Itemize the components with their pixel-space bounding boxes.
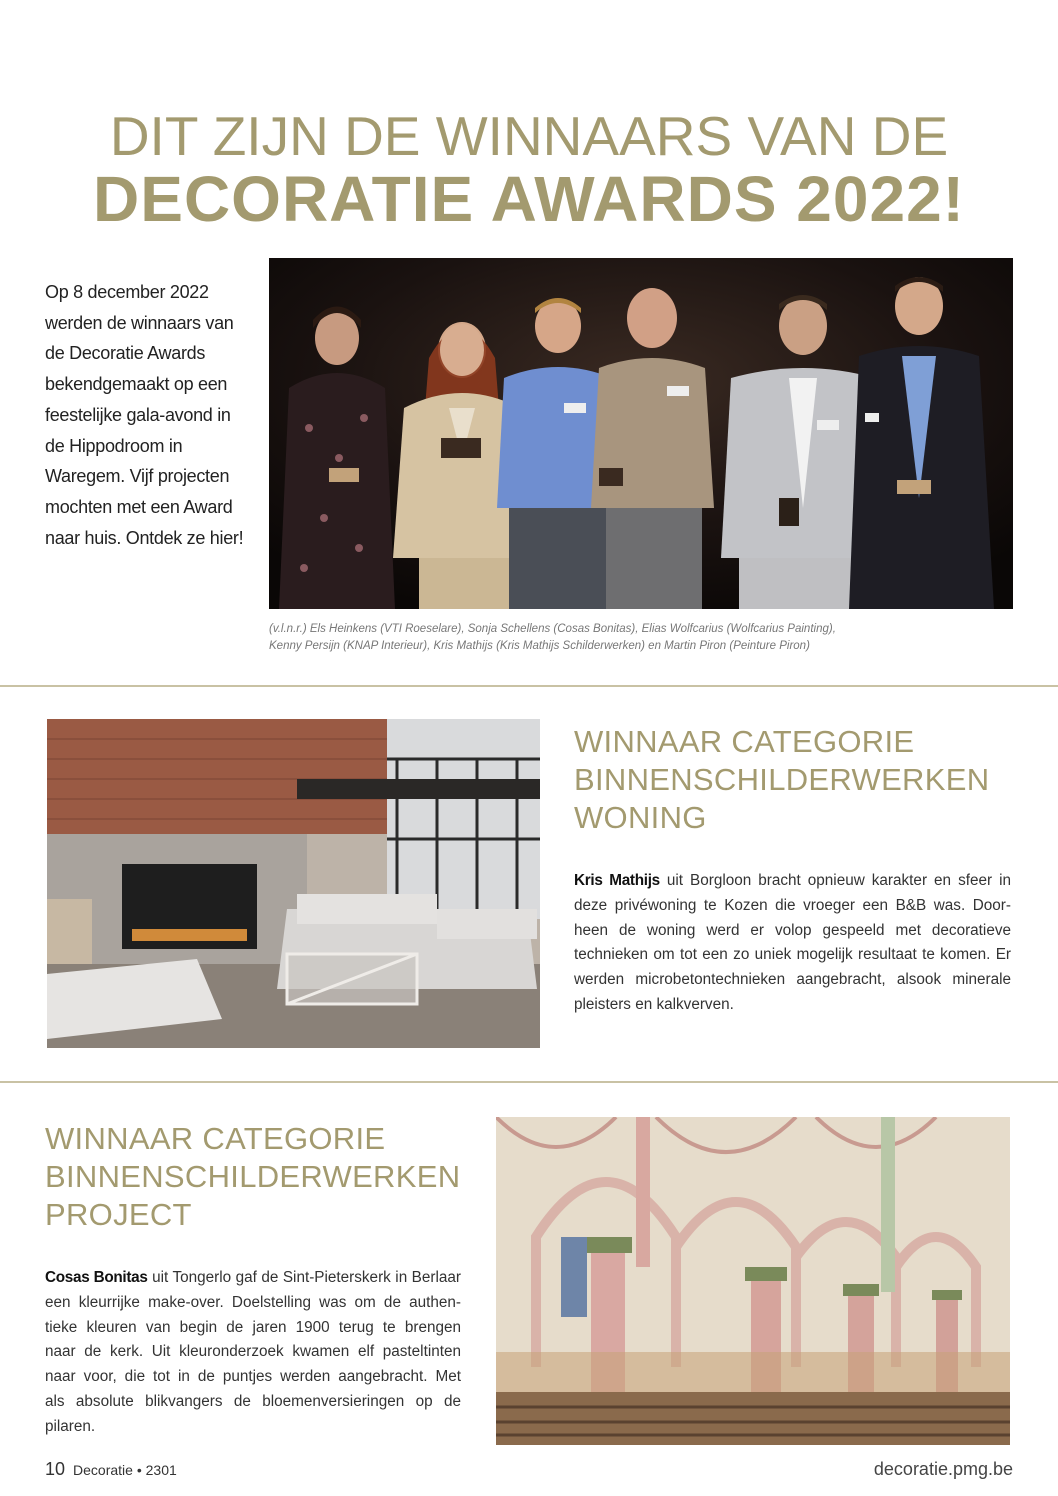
caption-line: Kenny Persijn (KNAP Interieur), Kris Mathijs (Kris Mathijs Schilderwerken) en Martin Piron (Peinture Piron) (269, 640, 810, 652)
intro-line: de Hippodroom in (45, 435, 183, 456)
heading-line: WINNAAR CATEGORIE (574, 724, 915, 759)
intro-line: bekendgemaakt op een (45, 374, 228, 395)
intro-line: Waregem. Vijf projecten (45, 466, 230, 487)
heading-line: WINNAAR CATEGORIE (45, 1121, 386, 1156)
body-line: technieken om tot een zo uniek mogelijk resultaat te komen. Er (574, 946, 1011, 964)
body-line: heen de woning werd er volop gespeeld met decoratieve (574, 921, 1011, 939)
section2-body (45, 1266, 461, 1440)
caption-line: (v.l.n.r.) Els Heinkens (VTI Roeselare), Sonja Schellens (Cosas Bonitas), Elias Wolfcarius (Wolfcarius Painting), (269, 623, 836, 635)
section2-heading (45, 1120, 460, 1234)
group-photo (269, 258, 1013, 609)
heading-line: BINNENSCHILDERWERKEN (45, 1159, 461, 1194)
church-interior-photo (496, 1117, 1010, 1445)
section1-heading (574, 723, 989, 837)
title-line-2: DECORATIE AWARDS 2022! (93, 163, 965, 235)
page-number: 10 (45, 1459, 66, 1479)
title-line-1: DIT ZIJN DE WINNAARS VAN DE (109, 105, 949, 167)
intro-text (45, 277, 255, 553)
winner-name: Cosas Bonitas (45, 1269, 148, 1286)
winner-name: Kris Mathijs (574, 872, 660, 889)
intro-line: Op 8 december 2022 (45, 282, 209, 302)
divider (0, 685, 1058, 687)
group-photo-caption (269, 621, 1013, 655)
body-text: uit Borgloon bracht opnieuw karakter en sfeer in (659, 872, 1011, 889)
body-line: als absolute blikvangers de bloemenversieringen op de (45, 1392, 461, 1410)
divider (0, 1081, 1058, 1083)
body-line: een kleurrijke make-over. Doelstelling was om de authen- (45, 1293, 461, 1311)
intro-line: mochten met een Award (45, 496, 233, 517)
website-link[interactable]: decoratie.pmg.be (873, 1459, 1013, 1479)
living-room-photo (47, 719, 540, 1048)
body-line: naar voor, die tot in de puntjes werden aangebracht. Met (45, 1368, 461, 1386)
heading-line: BINNENSCHILDERWERKEN (574, 762, 990, 797)
heading-line: WONING (574, 800, 707, 835)
body-line: pleisters en kalkverven. (574, 995, 734, 1013)
body-line: naar de kerk. Uit kleuronderzoek kwamen elf pasteltinten (45, 1343, 461, 1361)
heading-line: PROJECT (45, 1197, 192, 1232)
section1-body (574, 869, 1011, 1018)
body-text: uit Tongerlo gaf de Sint-Pieterskerk in Berlaar (147, 1269, 461, 1286)
intro-line: naar huis. Ontdek ze hier! (45, 527, 244, 548)
body-line: werden microbetontechnieken aangebracht, alsook minerale (574, 971, 1011, 989)
body-line: pilaren. (45, 1417, 96, 1435)
body-line: tieke kleuren van begin de jaren 1900 terug te brengen (45, 1318, 461, 1336)
magazine-issue: Decoratie • 2301 (73, 1462, 177, 1478)
intro-line: werden de winnaars van (45, 312, 234, 333)
intro-line: feestelijke gala-avond in (45, 404, 231, 425)
body-line: deze privéwoning te Kozen die vroeger een B&B was. Door- (574, 896, 1011, 914)
intro-line: de Decoratie Awards (45, 343, 206, 364)
footer-left (45, 1459, 177, 1480)
